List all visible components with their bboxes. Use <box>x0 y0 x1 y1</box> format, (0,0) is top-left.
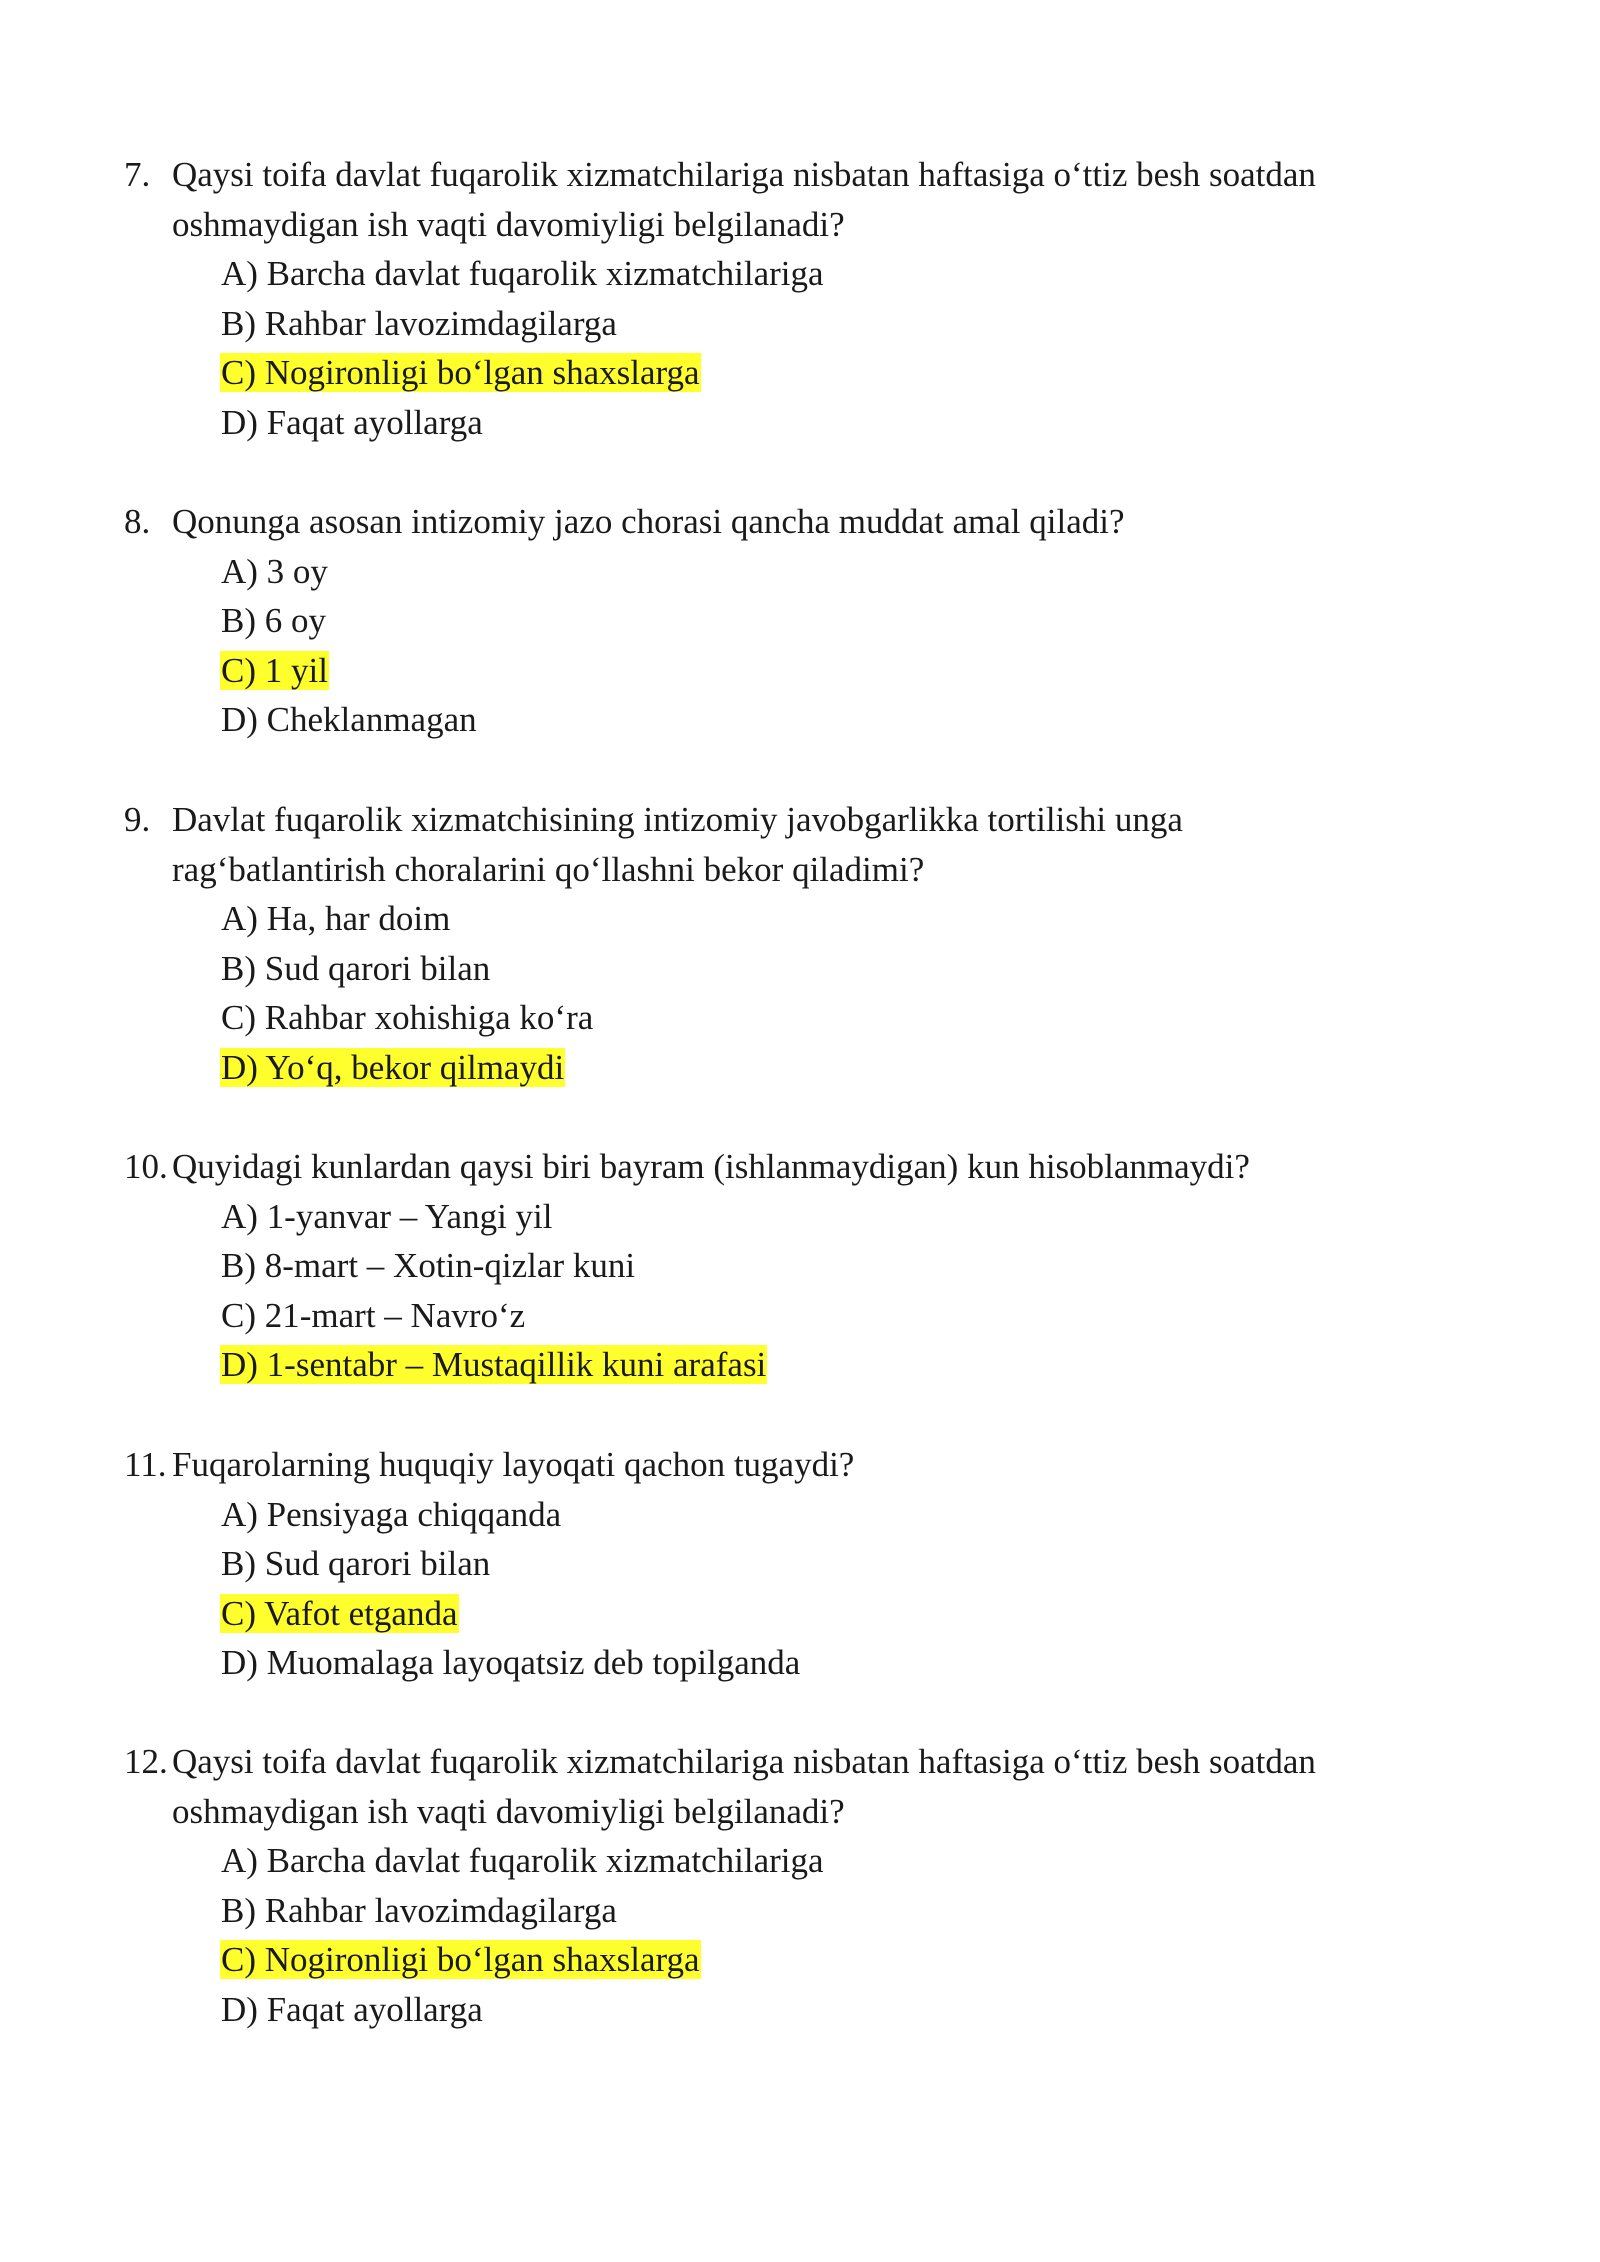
question-line: Qaysi toifa davlat fuqarolik xizmatchilariga nisbatan haftasiga o‘ttiz besh soatdan <box>172 155 1316 194</box>
question-line: Fuqarolarning huquqiy layoqati qachon tugaydi? <box>172 1445 855 1484</box>
option-a: A) Ha, har doim <box>221 899 451 938</box>
answer-options <box>220 1192 1454 1390</box>
option-c-correct: C) Nogironligi bo‘lgan shaxslarga <box>221 353 700 392</box>
option-b: B) Rahbar lavozimdagilarga <box>221 303 617 343</box>
question-number: 8. <box>124 502 151 541</box>
question-number: 10. <box>124 1147 168 1186</box>
option-b: B) Sud qarori bilan <box>221 948 491 988</box>
question-text <box>124 1440 1454 1490</box>
option-d: D) Faqat ayollarga <box>221 402 483 442</box>
question-text <box>124 795 1454 894</box>
question-text <box>124 1737 1454 1836</box>
answer-options <box>220 1836 1454 2034</box>
option-a: A) Barcha davlat fuqarolik xizmatchilariga <box>221 1841 824 1880</box>
question-line: Qonunga asosan intizomiy jazo chorasi qancha muddat amal qiladi? <box>172 502 1125 541</box>
question-line: Davlat fuqarolik xizmatchisining intizomiy javobgarlikka tortilishi unga <box>172 800 1183 839</box>
option-d: D) Faqat ayollarga <box>221 1989 483 2029</box>
option-c-correct: C) 1 yil <box>221 650 328 690</box>
option-a: A) 3 oy <box>221 551 328 591</box>
option-c-correct: C) Vafot etganda <box>221 1593 458 1633</box>
question-text <box>124 497 1454 547</box>
option-a: A) Pensiyaga chiqqanda <box>221 1494 562 1534</box>
question-number: 11. <box>124 1445 167 1484</box>
question-12 <box>124 1737 1454 2034</box>
option-d-correct: D) Yo‘q, bekor qilmaydi <box>221 1047 565 1087</box>
question-text <box>124 1142 1454 1192</box>
option-c: C) Rahbar xohishiga ko‘ra <box>221 998 594 1037</box>
option-b: B) 8-mart – Xotin-qizlar kuni <box>221 1246 636 1285</box>
answer-options <box>220 547 1454 745</box>
answer-options <box>220 1490 1454 1688</box>
option-b: B) 6 oy <box>221 601 326 640</box>
option-c-correct: C) Nogironligi bo‘lgan shaxslarga <box>221 1940 700 1979</box>
question-8 <box>124 497 1454 745</box>
option-c: C) 21-mart – Navro‘z <box>221 1295 526 1335</box>
question-number: 7. <box>124 155 151 194</box>
option-a: A) Barcha davlat fuqarolik xizmatchilariga <box>221 254 824 293</box>
question-line: Quyidagi kunlardan qaysi biri bayram (ishlanmaydigan) kun hisoblanmaydi? <box>172 1147 1250 1186</box>
question-11 <box>124 1440 1454 1688</box>
answer-options <box>220 894 1454 1092</box>
question-line: oshmaydigan ish vaqti davomiyligi belgilanadi? <box>172 204 845 244</box>
option-d: D) Cheklanmagan <box>221 700 477 739</box>
question-number: 12. <box>124 1742 168 1781</box>
question-7 <box>124 150 1454 447</box>
option-a: A) 1-yanvar – Yangi yil <box>221 1196 553 1236</box>
option-d: D) Muomalaga layoqatsiz deb topilganda <box>221 1643 801 1682</box>
option-b: B) Rahbar lavozimdagilarga <box>221 1890 617 1930</box>
option-b: B) Sud qarori bilan <box>221 1544 491 1583</box>
option-d-correct: D) 1-sentabr – Mustaqillik kuni arafasi <box>221 1345 767 1384</box>
answer-options <box>220 249 1454 447</box>
question-10 <box>124 1142 1454 1390</box>
question-text <box>124 150 1454 249</box>
question-line: Qaysi toifa davlat fuqarolik xizmatchilariga nisbatan haftasiga o‘ttiz besh soatdan <box>172 1742 1316 1781</box>
question-line: oshmaydigan ish vaqti davomiyligi belgilanadi? <box>172 1791 845 1831</box>
question-number: 9. <box>124 800 151 839</box>
question-line: rag‘batlantirish choralarini qo‘llashni bekor qiladimi? <box>172 849 925 889</box>
question-9 <box>124 795 1454 1092</box>
